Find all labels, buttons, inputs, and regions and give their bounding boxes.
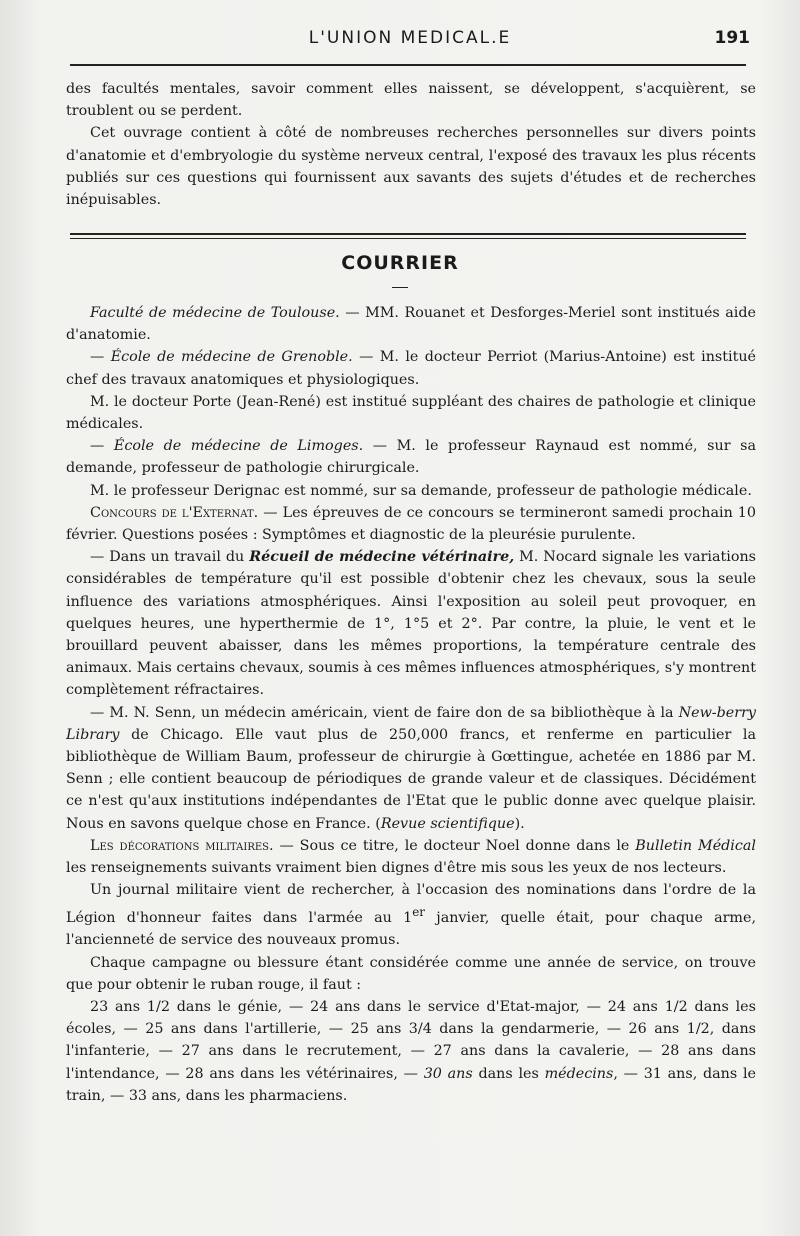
limoges-paragraph [66,435,756,479]
externat-label: Concours de l'Externat. [90,504,259,521]
grenoble-label: École de médecine de Grenoble. [110,349,353,366]
journal-text-b: janvier, quelle était, pour chaque arme, l'ancienneté de service des nouveaux promus. [66,910,756,949]
decorations-text-a: — Sous ce titre, le docteur Noel donne dans le [273,837,636,854]
page-header [70,28,750,52]
page-number: 191 [714,28,750,48]
nocard-text-a: — Dans un travail du [90,549,250,566]
limoges-dash: — [90,438,114,455]
intro-text [66,78,756,211]
courrier-text [66,302,756,1107]
grenoble-text: — M. le docteur Perriot (Marius-Antoine) est institué chef des travaux anatomiques et physiologiques. [66,349,756,388]
toulouse-text: — MM. Rouanet et Desforges-Meriel sont institués aide d'anatomie. [66,305,756,344]
externat-text: — Les épreuves de ce concours se termineront samedi prochain 10 février. Questions posées : Symptômes et diagnostic de la pleurésie purulente. [66,504,757,544]
decorations-bulletin: Bulletin Médical [635,837,756,854]
years-text-a: 23 ans 1/2 dans le génie, — 24 ans dans le service d'Etat-major, — 24 ans 1/2 dans les écoles, — 25 ans dans l'artillerie, — 25 ans 3/4 dans la gendarmerie, — 26 ans 1/2, dans l'infanterie, — 27 ans dans le recrutement, — 27 ans dans la cavalerie, — 28 ans dans l'intendance, — 28 ans dans les vétérinaires, — [66,999,756,1082]
senn-text-b: de Chicago. Elle vaut plus de 250,000 francs, et renferme en particulier la bibliothèque de William Baum, professeur de chirurgie à Gœttingue, achetée en 1886 par M. Senn ; elle contient beaucoup de périodiques de grande valeur et de classiques. Décidément ce n'est qu'aux institutions indépendantes de l'Etat que le public donne avec quelque plaisir. Nous en savons quelque chose en France. ( [66,726,756,832]
nocard-paragraph [66,546,756,701]
journal-text-a: Un journal militaire vient de rechercher, à l'occasion des nominations dans l'ordre de la Légion d'honneur faites dans l'armée au 1 [66,882,756,927]
senn-library: New-berry Library [66,704,756,743]
externat-paragraph [66,502,756,546]
senn-text-a: — M. N. Senn, un médecin américain, vient de faire don de sa bibliothèque à la [90,704,679,721]
running-title: L'UNION MEDICAL.E [308,28,512,48]
title-dash [392,287,408,288]
grenoble-paragraph [66,346,756,390]
years-text-c: , — 31 ans, dans le train, — 33 ans, dans les pharmaciens. [66,1065,757,1104]
senn-text-c: ). [514,815,525,832]
grenoble-dash: — [90,349,111,366]
years-medecins-label: médecins [544,1065,614,1082]
senn-source: Revue scientifique [380,815,515,832]
senn-paragraph [66,702,756,835]
porte-paragraph: M. le docteur Porte (Jean-René) est institué suppléant des chaires de pathologie et clinique médicales. [66,393,756,433]
limoges-text: — M. le professeur Raynaud est nommé, sur sa demande, professeur de pathologie chirurgicale. [66,438,757,477]
years-paragraph [66,996,756,1107]
nocard-journal: Récueil de médecine vétérinaire, [249,549,515,566]
section-divider [70,233,746,239]
header-rule [70,64,746,66]
limoges-label: École de médecine de Limoges. [113,438,364,455]
derignac-paragraph: M. le professeur Derignac est nommé, sur sa demande, professeur de pathologie médicale. [90,482,752,499]
decorations-paragraph [66,835,756,879]
section-title: COURRIER [341,252,459,274]
decorations-label: Les décorations militaires. [90,837,274,854]
nocard-text-b: M. Nocard signale les variations considérables de température qu'il est possible d'obtenir chez les chevaux, sous la seule influence des variations atmosphériques. Ainsi l'exposition au soleil peut provoquer, en quelques heures, une hyperthermie de 1°, 1°5 et 2°. Par contre, la pluie, le vent et le brouillard peuvent abaisser, dans les mêmes proportions, la température centrale des animaux. Mais certains chevaux, soumis à ces mêmes influences atmosphériques, s'y montrent complètement réfractaires. [66,549,756,699]
toulouse-paragraph [66,302,756,346]
toulouse-label: Faculté de médecine de Toulouse. [90,305,340,321]
campagne-paragraph: Chaque campagne ou blessure étant considérée comme une année de service, on trouve que pour obtenir le ruban rouge, il faut : [66,954,756,993]
journal-superscript: er [412,905,425,920]
years-text-b: dans les [472,1065,545,1082]
intro-paragraph-2: Cet ouvrage contient à côté de nombreuses recherches personnelles sur divers points d'anatomie et d'embryologie du système nerveux central, l'exposé des travaux les plus récents publiés sur ces questions qui fournissent aux savants des sujets d'études et de recherches inépuisables. [66,125,756,209]
journal-paragraph [66,879,756,951]
intro-paragraph-1: des facultés mentales, savoir comment elles naissent, se développent, s'acquièrent, se troublent ou se perdent. [66,81,756,120]
years-medecins-duration: 30 ans [423,1065,473,1082]
decorations-text-b: les renseignements suivants vraiment bien dignes d'être mis sous les yeux de nos lecteurs. [66,860,727,877]
